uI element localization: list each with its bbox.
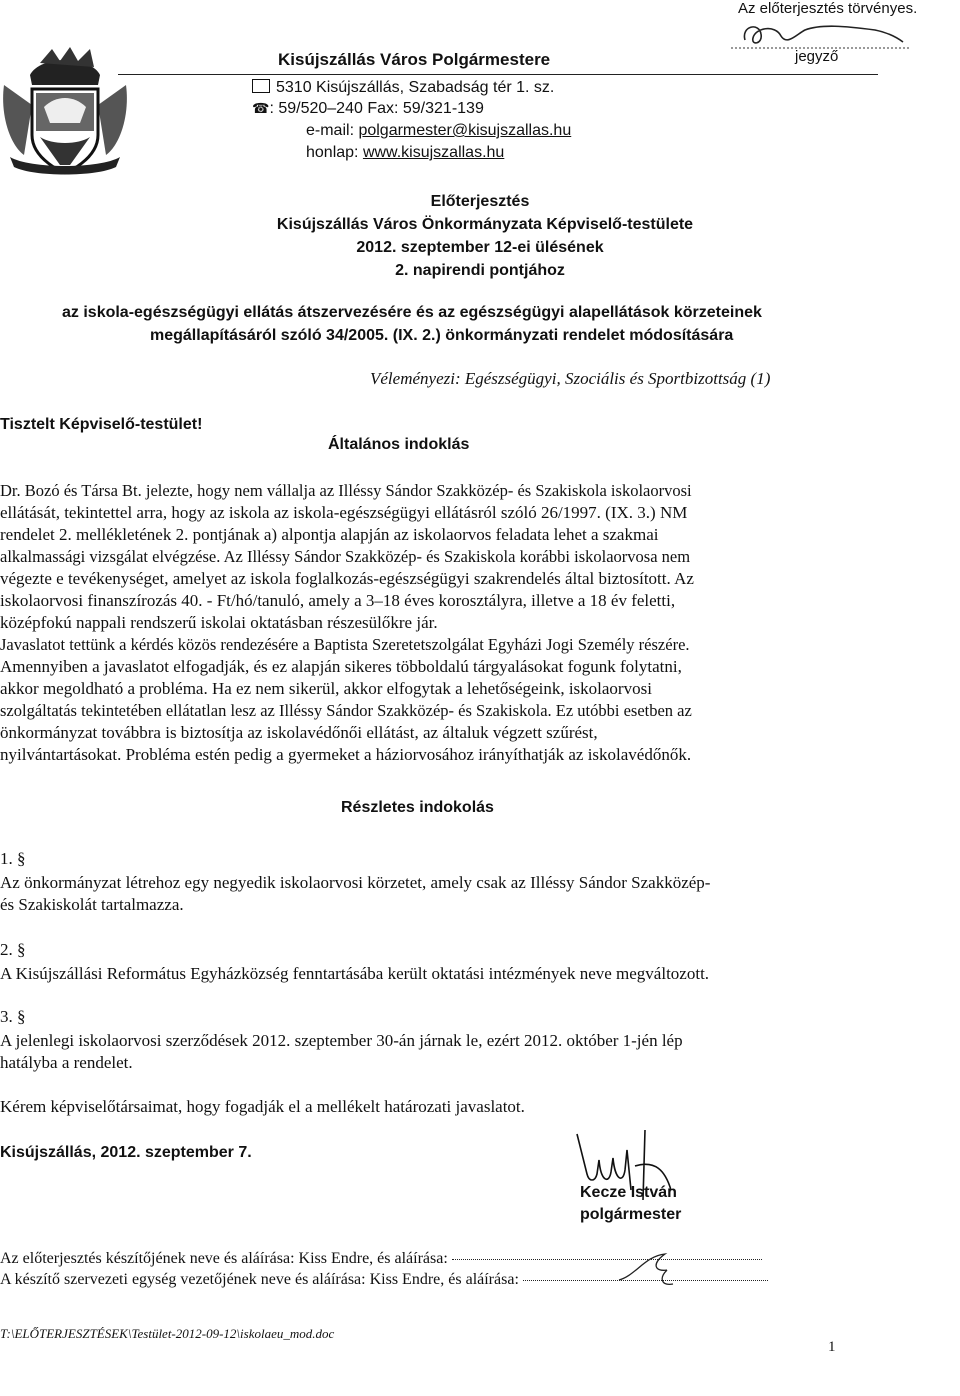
section-2 (0, 939, 836, 985)
general-line: akkor megoldható a probléma. Ha ez nem sikerül, akkor elfogytak a lehetőségeink, iskolaorvosi (0, 679, 652, 698)
email-label: e-mail: (306, 122, 359, 139)
section-line: Az önkormányzat létrehoz egy negyedik iskolaorvosi körzetet, amely csak az Illéssy Sándor Szakközép- (0, 873, 711, 892)
phone-line (252, 100, 484, 118)
date-place: Kisújszállás, 2012. szeptember 7. (0, 1144, 252, 1161)
section-line: A Kisújszállási Református Egyházközség fenntartásába került oktatási intézmények neve megváltozott. (0, 964, 710, 983)
general-line: alkalmassági vizsgálat elvégzése. Az Illéssy Sándor Szakközép- és Szakiskola korábbi iskolaorvosa nem (0, 547, 691, 566)
section-number: 3. § (0, 1007, 26, 1026)
heading-block (0, 190, 960, 282)
envelope-icon (252, 79, 270, 93)
detailed-justification-title: Részletes indokolás (341, 799, 494, 816)
section-number: 2. § (0, 940, 26, 959)
notary-caption: jegyző (795, 48, 839, 65)
general-line: nyilvántartásokat. Probléma estén pedig a gyermeket a háziorvosához irányíthatják az iskolavédőnők. (0, 745, 692, 764)
section-1 (0, 848, 836, 916)
section-line: hatályba a rendelet. (0, 1053, 133, 1072)
office-name: Kisújszállás Város Polgármestere (278, 50, 551, 69)
reviewer-note: Véleményezi: Egészségügyi, Szociális és Sportbizottság (1) (370, 369, 771, 388)
subject-line-2: megállapításáról szóló 34/2005. (IX. 2.) önkormányzati rendelet módosítására (150, 327, 734, 344)
general-line: önkormányzat továbbra is biztosítja az iskolavédőnői ellátást, az általuk végzett szűrést, (0, 723, 598, 742)
general-line: Dr. Bozó és Társa Bt. jelezte, hogy nem vállalja az Illéssy Sándor Szakközép- és Szakiskola iskolaorvosi (0, 481, 692, 500)
coat-of-arms-emblem (0, 45, 130, 180)
general-line: végezte e tevékenységet, amelyet az iskola foglalkozás-egészségügyi szakrendelés által biztosított. Az (0, 569, 694, 588)
general-line: középfokú nappali rendszerű iskolai oktatásban részesülőkre jár. (0, 613, 438, 632)
dotted-leader (452, 1259, 762, 1260)
section-line: A jelenlegi iskolaorvosi szerződések 2012. szeptember 30-án járnak le, ezért 2012. október 1-jén lép (0, 1031, 683, 1050)
web-line (306, 144, 504, 162)
general-line: szolgáltatás tekintetében ellátatlan lesz az Illéssy Sándor Szakközép- és Szakiskola. Ez utóbbi esetben az (0, 701, 692, 720)
page-number: 1 (828, 1339, 836, 1355)
section-number: 1. § (0, 849, 26, 868)
heading-agenda: 2. napirendi pontjához (395, 262, 565, 279)
general-line: ellátását, tekintettel arra, hogy az iskola az iskola-egészségügyi ellátásról szóló 26/1997. (IX. 3.) NM (0, 503, 688, 522)
section-line: és Szakiskolát tartalmazza. (0, 895, 184, 914)
salutation: Tisztelt Képviselő-testület! (0, 416, 203, 433)
closing-request: Kérem képviselőtársaimat, hogy fogadják el a mellékelt határozati javaslatot. (0, 1097, 525, 1116)
heading-council: Kisújszállás Város Önkormányzata Képviselő-testülete (276, 216, 694, 233)
author-line-text: Az előterjesztés készítőjének neve és aláírása: Kiss Endre, és aláírása: (0, 1250, 452, 1267)
phone-text: : 59/520–240 Fax: 59/321-139 (269, 100, 484, 117)
general-text (0, 480, 836, 766)
address-line (252, 78, 554, 97)
heading-date: 2012. szeptember 12-ei ülésének (356, 239, 604, 256)
email-link[interactable]: polgarmester@kisujszallas.hu (358, 122, 572, 139)
general-line: Amennyiben a javaslatot elfogadják, és ez alapján sikeres többoldalú tárgyalásokat fogunk folytatni, (0, 657, 682, 676)
approval-note: Az előterjesztés törvényes. (738, 0, 918, 17)
general-justification-title: Általános indoklás (328, 436, 470, 453)
section-3 (0, 1006, 836, 1074)
letterhead-divider (118, 74, 878, 75)
web-link[interactable]: www.kisujszallas.hu (362, 144, 505, 161)
subject-line-1: az iskola-egészségügyi ellátás átszervezésére és az egészségügyi alapellátások körzeteinek (62, 304, 762, 321)
general-line: Javaslatot tettünk a kérdés közös rendezésére a Baptista Szeretetszolgálat Egyházi Jogi Személy részére. (0, 635, 690, 654)
file-path: T:\ELŐTERJESZTÉSEK\Testület-2012-09-12\iskolaeu_mod.doc (0, 1326, 335, 1341)
heading-title: Előterjesztés (430, 193, 530, 210)
signatory-title: polgármester (580, 1206, 682, 1223)
unit-line-text: A készítő szervezeti egység vezetőjének neve és aláírása: Kiss Endre, és aláírása: (0, 1271, 523, 1288)
general-line: rendelet 2. mellékletének 2. pontjának a) alpontja alapján az iskolaorvos feladata lehet a szakmai (0, 525, 659, 544)
address-text: 5310 Kisújszállás, Szabadság tér 1. sz. (276, 79, 555, 96)
email-line (306, 122, 571, 140)
web-label: honlap: (306, 144, 363, 161)
signatory-name: Kecze István (580, 1184, 677, 1201)
phone-icon: ☎ (252, 100, 270, 116)
preparer-signature (615, 1250, 695, 1290)
general-line: iskolaorvosi finanszírozás 40. - Ft/hó/tanuló, amely a 3–18 éves korosztályra, illetve a 18 év feletti, (0, 591, 676, 610)
